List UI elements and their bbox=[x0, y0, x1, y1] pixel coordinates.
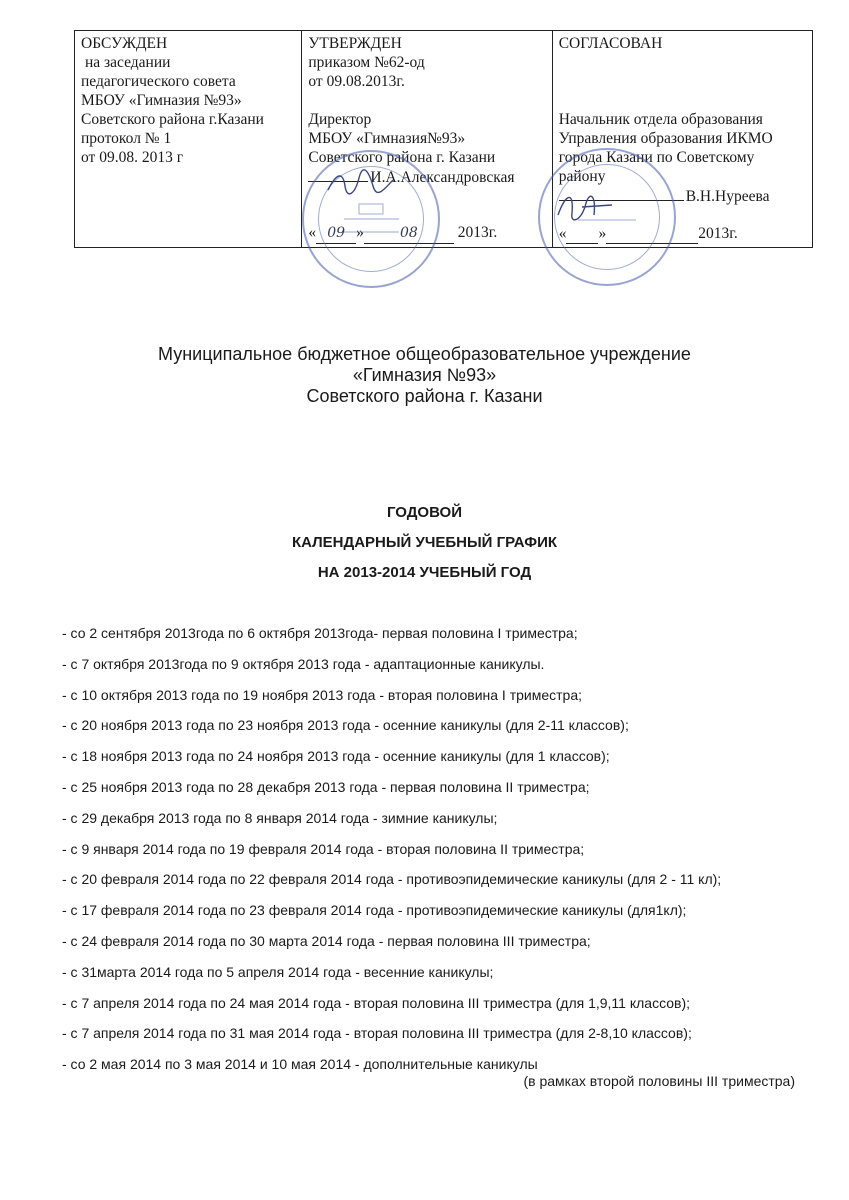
date-month: 08 bbox=[364, 224, 454, 244]
date-close-quote: » bbox=[598, 225, 607, 242]
approved-column bbox=[301, 31, 551, 247]
agreed-column bbox=[552, 31, 812, 247]
discussed-line: Советского района г.Казани bbox=[81, 111, 264, 128]
agreed-heading: СОГЛАСОВАН bbox=[558, 35, 663, 52]
agreed-signatory: В.Н.Нуреева bbox=[685, 188, 770, 205]
approved-school: МБОУ «Гимназия№93» bbox=[308, 130, 466, 147]
signature-underline bbox=[559, 186, 684, 201]
schedule-item: - с 7 апреля 2014 года по 24 мая 2014 года - вторая половина III триместра (для 1,9,11 классов); bbox=[62, 994, 691, 1011]
approved-order-date: от 09.08.2013г. bbox=[308, 73, 405, 90]
schedule-item: - с 10 октября 2013 года по 19 ноября 2013 года - вторая половина I триместра; bbox=[62, 686, 583, 703]
schedule-item: - с 29 декабря 2013 года по 8 января 2014 года - зимние каникулы; bbox=[62, 809, 498, 826]
schedule-item: - с 20 февраля 2014 года по 22 февраля 2014 года - противоэпидемические каникулы (для 2 - 11 кл); bbox=[62, 871, 722, 888]
schedule-item: - с 17 февраля 2014 года по 23 февраля 2014 года - противоэпидемические каникулы (для1кл); bbox=[62, 902, 687, 919]
schedule-list bbox=[62, 625, 832, 1087]
title-line: НА 2013-2014 УЧЕБНЫЙ ГОД bbox=[317, 564, 532, 581]
approved-order: приказом №62-од bbox=[308, 54, 425, 71]
discussed-line: МБОУ «Гимназия №93» bbox=[81, 92, 242, 109]
agreed-position-line: города Казани по Советскому bbox=[558, 149, 755, 166]
signature-underline bbox=[308, 167, 368, 182]
date-open-quote: « bbox=[308, 224, 317, 241]
approved-district: Советского района г. Казани bbox=[308, 149, 496, 166]
discussed-heading: ОБСУЖДЕН bbox=[81, 35, 168, 52]
title-line: ГОДОВОЙ bbox=[386, 504, 463, 521]
approved-position: Директор bbox=[308, 111, 372, 128]
discussed-line: от 09.08. 2013 г bbox=[81, 149, 184, 166]
organization-line: Советского района г. Казани bbox=[306, 386, 543, 406]
discussed-line: на заседании bbox=[85, 54, 171, 71]
agreed-position-line: Управления образования ИКМО bbox=[558, 130, 773, 147]
schedule-item: - со 2 мая 2014 по 3 мая 2014 и 10 мая 2014 - дополнительные каникулы bbox=[62, 1056, 538, 1073]
discussed-line: протокол № 1 bbox=[81, 130, 172, 147]
schedule-item: - с 31марта 2014 года по 5 апреля 2014 года - весенние каникулы; bbox=[62, 963, 494, 980]
discussed-column bbox=[75, 31, 301, 247]
date-year: 2013г. bbox=[457, 224, 498, 241]
date-open-quote: « bbox=[558, 225, 567, 242]
approved-heading: УТВЕРЖДЕН bbox=[308, 35, 402, 52]
organization-line: «Гимназия №93» bbox=[352, 365, 497, 385]
approved-date bbox=[308, 223, 543, 244]
date-day: 09 bbox=[316, 224, 356, 244]
document-title bbox=[0, 498, 849, 588]
spacer bbox=[308, 91, 546, 110]
approved-signature-line bbox=[308, 167, 546, 187]
date-year: 2013г. bbox=[698, 225, 738, 242]
date-month-blank bbox=[606, 224, 698, 244]
date-close-quote: » bbox=[356, 224, 364, 241]
agreed-position-line: Начальник отдела образования bbox=[558, 111, 763, 128]
approval-table bbox=[74, 30, 813, 248]
schedule-item: - с 7 апреля 2014 года по 31 мая 2014 года - вторая половина III триместра (для 2-8,10 классов); bbox=[62, 1025, 692, 1042]
title-line: КАЛЕНДАРНЫЙ УЧЕБНЫЙ ГРАФИК bbox=[291, 534, 558, 551]
schedule-item: - с 9 января 2014 года по 19 февраля 2014 года - вторая половина II триместра; bbox=[62, 840, 585, 857]
spacer bbox=[559, 53, 807, 110]
approved-signatory: И.А.Александровская bbox=[370, 169, 515, 186]
agreed-date bbox=[559, 224, 804, 244]
schedule-item: - с 20 ноября 2013 года по 23 ноября 2013 года - осенние каникулы (для 2-11 классов); bbox=[62, 717, 629, 734]
schedule-item: - с 18 ноября 2013 года по 24 ноября 2013 года - осенние каникулы (для 1 классов); bbox=[62, 748, 610, 765]
agreed-signature-line bbox=[559, 186, 807, 206]
organization-line: Муниципальное бюджетное общеобразовательное учреждение bbox=[158, 344, 691, 364]
discussed-line: педагогического совета bbox=[81, 73, 236, 90]
agreed-position-line: району bbox=[558, 168, 606, 185]
schedule-item: - с 7 октября 2013года по 9 октября 2013 года - адаптационные каникулы. bbox=[62, 655, 545, 672]
schedule-item: - с 25 ноября 2013 года по 28 декабря 2013 года - первая половина II триместра; bbox=[62, 778, 590, 795]
schedule-item: - с 24 февраля 2014 года по 30 марта 2014 года - первая половина III триместра; bbox=[62, 932, 591, 949]
organization-block bbox=[0, 344, 849, 407]
date-day-blank bbox=[566, 224, 598, 244]
schedule-note: (в рамках второй половины III триместра) bbox=[523, 1073, 795, 1089]
schedule-item: - со 2 сентября 2013года по 6 октября 2013года- первая половина I триместра; bbox=[62, 625, 578, 641]
